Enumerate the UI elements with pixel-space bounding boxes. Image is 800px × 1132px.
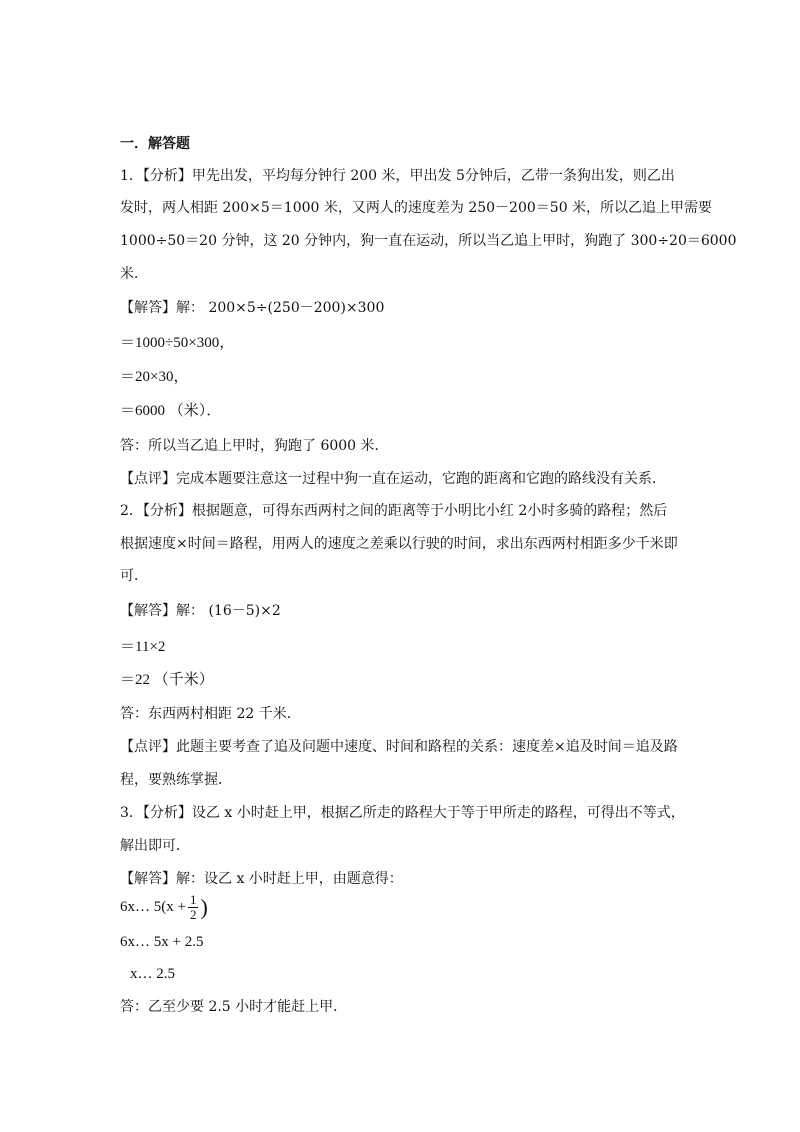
q2-step-1: ＝11×2 <box>120 639 166 655</box>
q1-step-3: ＝6000 （米）． <box>120 403 222 419</box>
q3-analysis-line-2: 解出即可． <box>120 838 190 854</box>
q1-step-1: ＝1000÷50×300， <box>120 335 235 351</box>
q1-solution-header: 【解答】解： 200×5÷(250－200)×300 <box>120 300 385 316</box>
q3-inequality-1-left: 6x… 5(x + <box>120 899 186 915</box>
q1-step-2: ＝20×30， <box>120 369 189 385</box>
q1-analysis-line-3: 1000÷50＝20 分钟，这 20 分钟内，狗一直在运动，所以当乙追上甲时，狗跑了 300÷20＝6000 <box>120 233 737 249</box>
q2-answer: 答：东西两村相距 22 千米． <box>120 706 301 722</box>
q3-solution-header: 【解答】解：设乙 x 小时赶上甲，由题意得： <box>120 871 403 887</box>
section-title: 一．解答题 <box>120 136 190 152</box>
q2-comment-line-2: 程，要熟练掌握． <box>120 772 232 788</box>
q2-analysis-line-3: 可． <box>120 568 148 584</box>
q2-analysis-line-1: 2．【分析】根据题意，可得东西两村之间的距离等于小明比小红 2小时多骑的路程；然后 <box>120 503 668 519</box>
q2-comment-line-1: 【点评】此题主要考查了追及问题中速度、时间和路程的关系：速度差×追及时间＝追及路 <box>120 739 678 755</box>
q3-answer: 答：乙至少要 2.5 小时才能赶上甲． <box>120 999 348 1015</box>
q3-inequality-2: 6x… 5x + 2.5 <box>120 934 204 950</box>
q1-analysis-line-2: 发时，两人相距 200×5＝1000 米，又两人的速度差为 250－200＝50 米，所以乙追上甲需要 <box>120 200 713 216</box>
q1-analysis-line-1: 1．【分析】甲先出发，平均每分钟行 200 米，甲出发 5分钟后，乙带一条狗出发，则乙出 <box>120 168 675 184</box>
fraction-one-half: $\frac{1}{2}$ <box>189 892 197 923</box>
q2-step-2: ＝22 （千米） <box>120 672 214 688</box>
q3-inequality-1 <box>120 892 208 923</box>
q2-analysis-line-2: 根据速度×时间＝路程，用两人的速度之差乘以行驶的时间，求出东西两村相距多少千米即 <box>120 536 678 552</box>
q3-inequality-1-close: ) <box>200 894 208 920</box>
q2-solution-header: 【解答】解： (16－5)×2 <box>120 603 281 619</box>
q3-inequality-3: x… 2.5 <box>130 966 175 982</box>
q1-answer: 答：所以当乙追上甲时，狗跑了 6000 米． <box>120 438 389 454</box>
q1-analysis-line-4: 米． <box>120 266 148 282</box>
q1-comment: 【点评】完成本题要注意这一过程中狗一直在运动，它跑的距离和它跑的路线没有关系． <box>120 471 666 487</box>
q3-analysis-line-1: 3．【分析】设乙 x 小时赶上甲，根据乙所走的路程大于等于甲所走的路程，可得出不等式， <box>120 805 685 821</box>
